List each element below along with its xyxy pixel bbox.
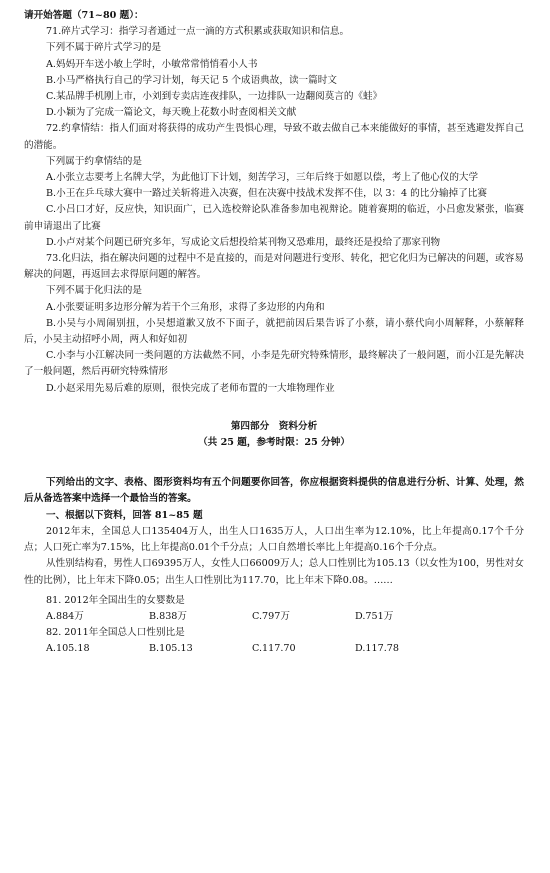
q73-option-d: D.小赵采用先易后难的原则，很快完成了老师布置的一大堆物理作业 — [46, 382, 335, 394]
q81-choice-c: C.797万 — [252, 610, 290, 622]
q81-choice-d: D.751万 — [355, 610, 394, 622]
q82-choice-a: A.105.18 — [46, 643, 90, 655]
part4-subtitle: （共 25 题，参考时限：25 分钟） — [198, 437, 350, 449]
q72-option-d: D.小卢对某个问题已研究多年，写成论文后想投给某刊物又恐难用，最终还是投给了那家刊物 — [46, 236, 441, 248]
q73-option-b: B.小吴与小周闹别扭，小吴想道歉又放不下面子，就把前因后果告诉了小蔡，请小蔡代向小周解释，小蔡解释后，小吴主动招呼小周，两人和好如初 — [24, 317, 524, 346]
q72-option-b: B.小王在乒乓球大赛中一路过关斩将进入决赛，但在决赛中技战术发挥不佳，以 3：4 的比分输掉了比赛 — [46, 188, 487, 200]
q71-ask: 下列不属于碎片式学习的是 — [46, 42, 162, 54]
q71-intro: 71.碎片式学习：指学习者通过一点一滴的方式积累或获取知识和信息。 — [46, 26, 350, 38]
q71-option-a: A.妈妈开车送小敏上学时，小敏常常悄悄看小人书 — [46, 58, 258, 70]
q81-ask: 81. 2012年全国出生的女婴数是 — [46, 594, 185, 606]
section1-paragraph-2: 从性别结构看，男性人口69395万人，女性人口66009万人；总人口性别比为105.13（以女性为100，男性对女性的比例），比上年末下降0.05；出生人口性别比为117.70，比上年末下降0.08。…… — [24, 558, 524, 586]
q73-intro: 73.化归法，指在解决问题的过程中不是直接的，而是对问题进行变形、转化，把它化归为已解决的问题，或容易解决的问题，再返回去求得原问题的解答。 — [24, 253, 524, 281]
section1-title: 一、根据以下资料，回答 81~85 题 — [46, 509, 203, 521]
q81-choice-a: A.884万 — [46, 610, 84, 622]
q72-option-a: A.小张立志要考上名牌大学，为此他订下计划，刻苦学习，三年后终于如愿以偿，考上了他心仪的大学 — [46, 172, 479, 184]
q82-choice-b: B.105.13 — [149, 643, 193, 655]
q72-intro: 72.约拿情结：指人们面对将获得的成功产生畏惧心理，导致不敢去做自己本来能做好的事情，甚至逃避发挥自己的潜能。 — [24, 123, 524, 151]
q71-option-b: B.小马严格执行自己的学习计划，每天记 5 个成语典故，读一篇时文 — [46, 74, 337, 86]
section-heading: 请开始答题（71~80 题）： — [24, 10, 144, 21]
q81-choices — [24, 609, 524, 625]
data-analysis-instructions: 下列给出的文字、表格、图形资料均有五个问题要你回答，你应根据资料提供的信息进行分析、计算、处理，然后从备选答案中选择一个最恰当的答案。 — [24, 477, 524, 505]
q71-option-d: D.小颖为了完成一篇论文，每天晚上花数小时查阅相关文献 — [46, 107, 297, 119]
section1-paragraph-1: 2012年末，全国总人口135404万人，出生人口1635万人，人口出生率为12.10%，比上年提高0.17个千分点；人口死亡率为7.15%，比上年提高0.01个千分点；人口自然增长率比上年提高0.16个千分点。 — [24, 525, 524, 554]
q82-ask: 82. 2011年全国总人口性别比是 — [46, 627, 185, 639]
q81-choice-b: B.838万 — [149, 610, 188, 622]
q82-choices — [24, 641, 524, 657]
q82-choice-c: C.117.70 — [252, 643, 296, 655]
q73-option-c: C.小李与小江解决同一类问题的方法截然不同，小李是先研究特殊情形，最终解决了一般问题，而小江是先解决了一般问题，然后再研究特殊情形 — [24, 350, 524, 378]
q72-option-c: C.小吕口才好，反应快，知识面广，已入选校辩论队准备参加电视辩论。随着赛期的临近，小吕愈发紧张，临赛前申请退出了比赛 — [24, 204, 524, 232]
part4-title: 第四部分 资料分析 — [230, 420, 318, 432]
q82-choice-d: D.117.78 — [355, 643, 399, 655]
q73-option-a: A.小张要证明多边形分解为若干个三角形，求得了多边形的内角和 — [46, 301, 325, 313]
q72-ask: 下列属于约拿情结的是 — [46, 155, 142, 167]
q73-ask: 下列不属于化归法的是 — [46, 285, 142, 297]
q71-option-c: C.某品牌手机刚上市，小刘到专卖店连夜排队，一边排队一边翻阅莫言的《蛙》 — [46, 91, 383, 103]
